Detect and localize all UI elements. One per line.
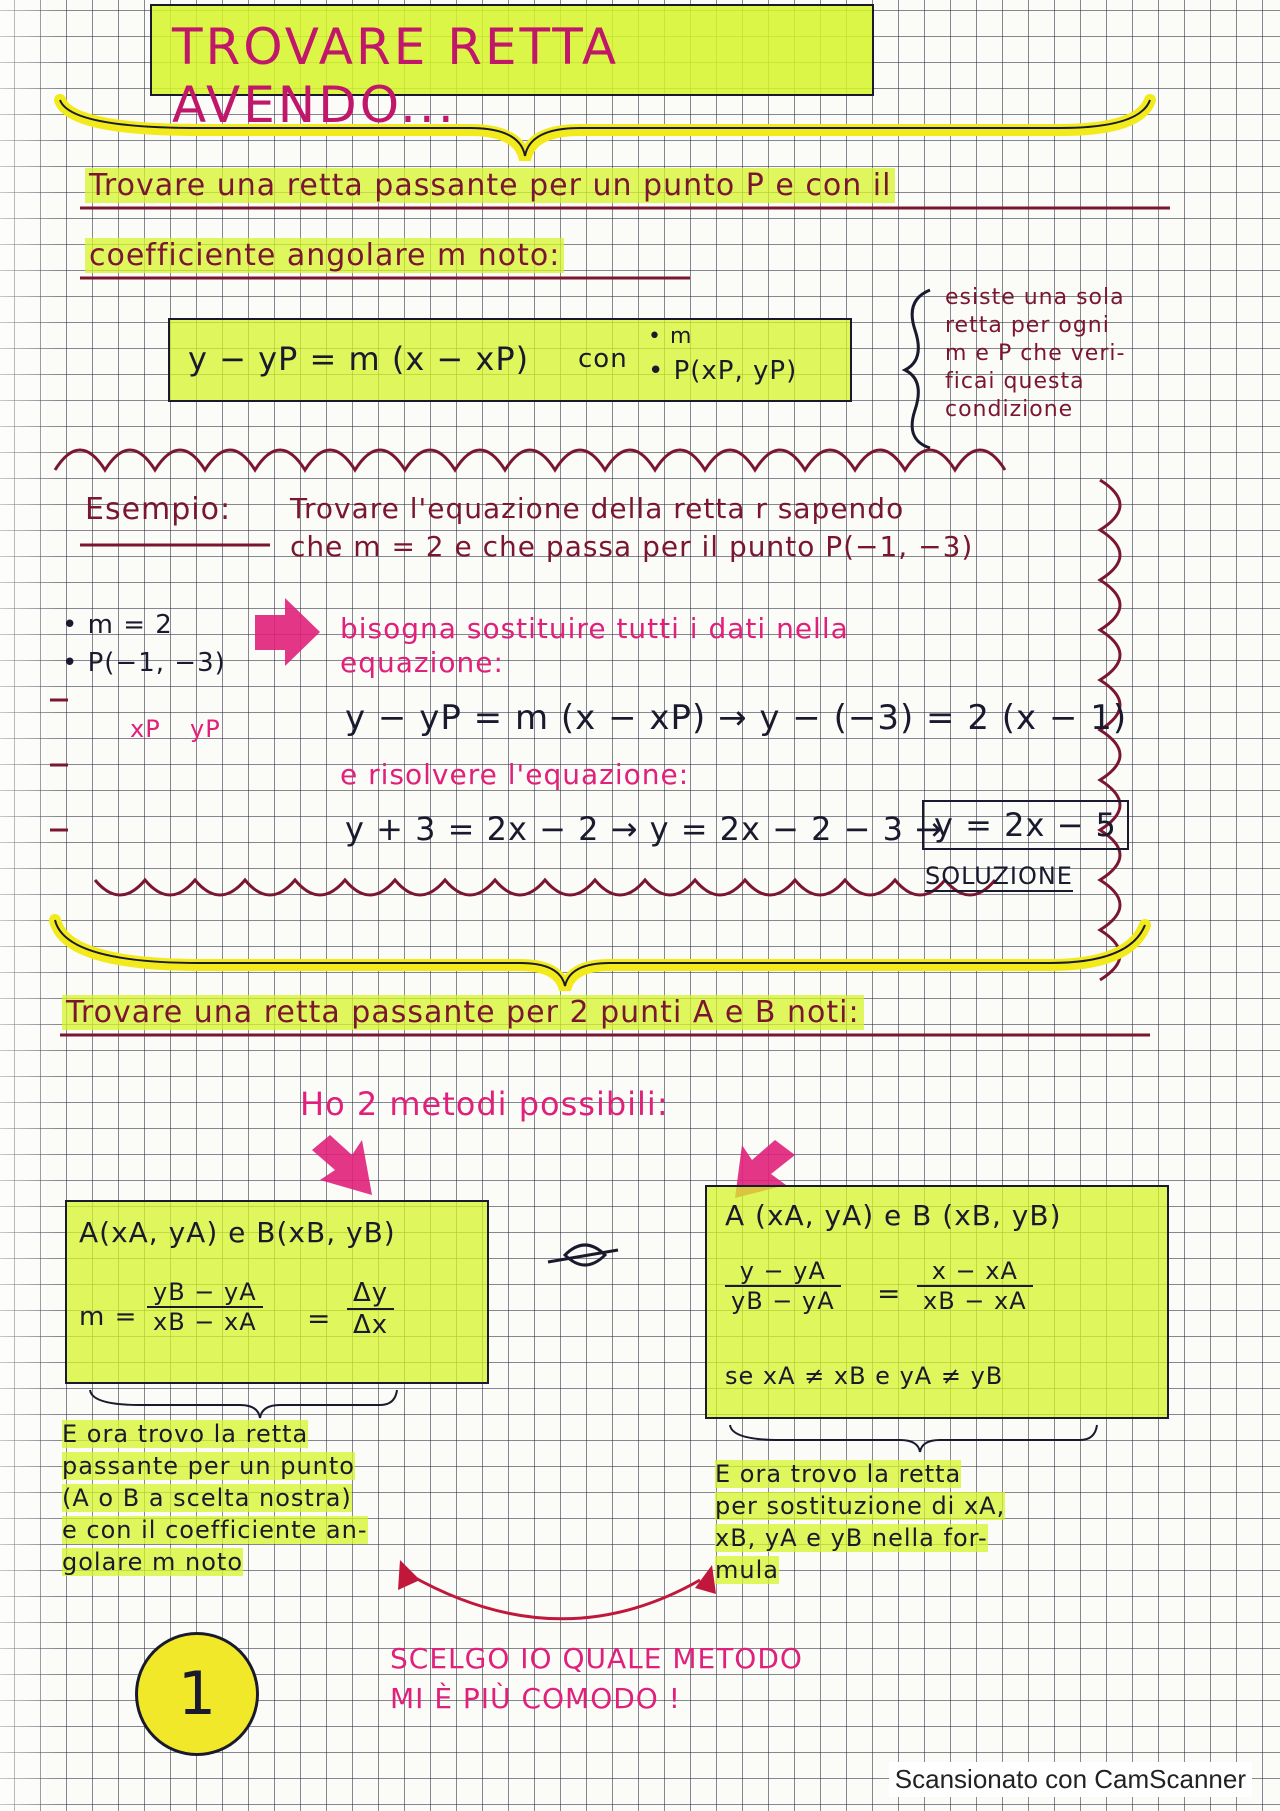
example-label-xp: xP xyxy=(130,715,161,743)
point-slope-formula: y − yP = m (x − xP) xyxy=(188,340,530,378)
method1-box xyxy=(65,1200,489,1384)
left-note-line1: E ora trovo la retta xyxy=(62,1420,309,1448)
example-solution-label: SOLUZIONE xyxy=(925,862,1073,890)
choice-line2: MI È PIÙ COMODO ! xyxy=(390,1682,681,1715)
method2-fraction-x xyxy=(917,1257,1033,1315)
method2-points: A (xA, yA) e B (xB, yB) xyxy=(725,1199,1062,1232)
method2-frac1-den: yB − yA xyxy=(731,1287,835,1315)
method1-points: A(xA, yA) e B(xB, yB) xyxy=(79,1216,396,1249)
method2-box xyxy=(705,1185,1169,1419)
methods-label: Ho 2 metodi possibili: xyxy=(300,1085,669,1123)
formula-con-label: con xyxy=(578,344,628,374)
example-solution-box: y = 2x − 5 xyxy=(922,800,1129,850)
left-note-line3: (A o B a scelta nostra) xyxy=(62,1484,352,1512)
side-note-line4: ficai questa xyxy=(945,369,1085,394)
left-note-line4: e con il coefficiente an- xyxy=(62,1516,368,1544)
example-given-p: • P(−1, −3) xyxy=(62,648,226,678)
right-note-line3: xB, yA e yB nella for- xyxy=(715,1524,988,1552)
left-note-line2: passante per un punto xyxy=(62,1452,355,1480)
formula-con-item-m: • m xyxy=(648,324,693,349)
method2-equals: = xyxy=(877,1277,902,1310)
method1-m-label: m = xyxy=(79,1302,138,1332)
section1-heading-line2: coefficiente angolare m noto: xyxy=(85,238,564,273)
side-note-line1: esiste una sola xyxy=(945,285,1125,310)
right-note-line1: E ora trovo la retta xyxy=(715,1460,962,1488)
example-step2: e risolvere l'equazione: xyxy=(340,758,690,791)
section1-heading-line1: Trovare una retta passante per un punto P e con il xyxy=(85,168,895,203)
page-number: 1 xyxy=(177,1659,217,1729)
method2-frac2-den: xB − xA xyxy=(923,1287,1027,1315)
left-note-line5: golare m noto xyxy=(62,1548,244,1576)
right-note-line4: mula xyxy=(715,1556,779,1584)
method2-frac2-num: x − xA xyxy=(917,1257,1033,1287)
formula-con-item-p: • P(xP, yP) xyxy=(648,356,798,386)
example-label: Esempio: xyxy=(85,492,232,527)
side-note-line2: retta per ogni xyxy=(945,313,1110,338)
example-label-yp: yP xyxy=(190,715,221,743)
example-given-m: • m = 2 xyxy=(62,610,173,640)
example-step1b: equazione: xyxy=(340,646,504,679)
page-number-badge xyxy=(135,1632,259,1756)
example-equation1: y − yP = m (x − xP) → y − (−3) = 2 (x − 1) xyxy=(345,698,1128,738)
method1-fraction-delta xyxy=(347,1278,394,1340)
example-step1: bisogna sostituire tutti i dati nella xyxy=(340,612,849,645)
scanner-watermark: Scansionato con CamScanner xyxy=(889,1762,1252,1797)
example-equation2: y + 3 = 2x − 2 → y = 2x − 2 − 3 → xyxy=(345,810,943,848)
example-text-line1: Trovare l'equazione della retta r sapendo xyxy=(290,492,905,525)
method1-frac2-num: Δy xyxy=(347,1278,394,1310)
page-title: TROVARE RETTA AVENDO... xyxy=(172,18,620,134)
method2-condition: se xA ≠ xB e yA ≠ yB xyxy=(725,1362,1004,1390)
method1-frac2-den: Δx xyxy=(353,1310,389,1340)
right-note-line2: per sostituzione di xA, xyxy=(715,1492,1006,1520)
choice-line1: SCELGO IO QUALE METODO xyxy=(390,1642,803,1675)
side-note-line3: m e P che veri- xyxy=(945,341,1126,366)
section2-heading: Trovare una retta passante per 2 punti A e B noti: xyxy=(62,995,864,1030)
or-label xyxy=(576,1236,578,1237)
side-note-line5: condizione xyxy=(945,397,1074,422)
method1-frac1-den: xB − xA xyxy=(153,1308,257,1336)
example-text-line2: che m = 2 e che passa per il punto P(−1, −3) xyxy=(290,530,974,563)
method1-equals: = xyxy=(307,1302,332,1335)
method1-frac1-num: yB − yA xyxy=(147,1278,263,1308)
point-slope-formula-box xyxy=(168,318,852,402)
method1-fraction-slope xyxy=(147,1278,263,1336)
method2-fraction-y xyxy=(725,1257,841,1315)
method2-frac1-num: y − yA xyxy=(725,1257,841,1287)
